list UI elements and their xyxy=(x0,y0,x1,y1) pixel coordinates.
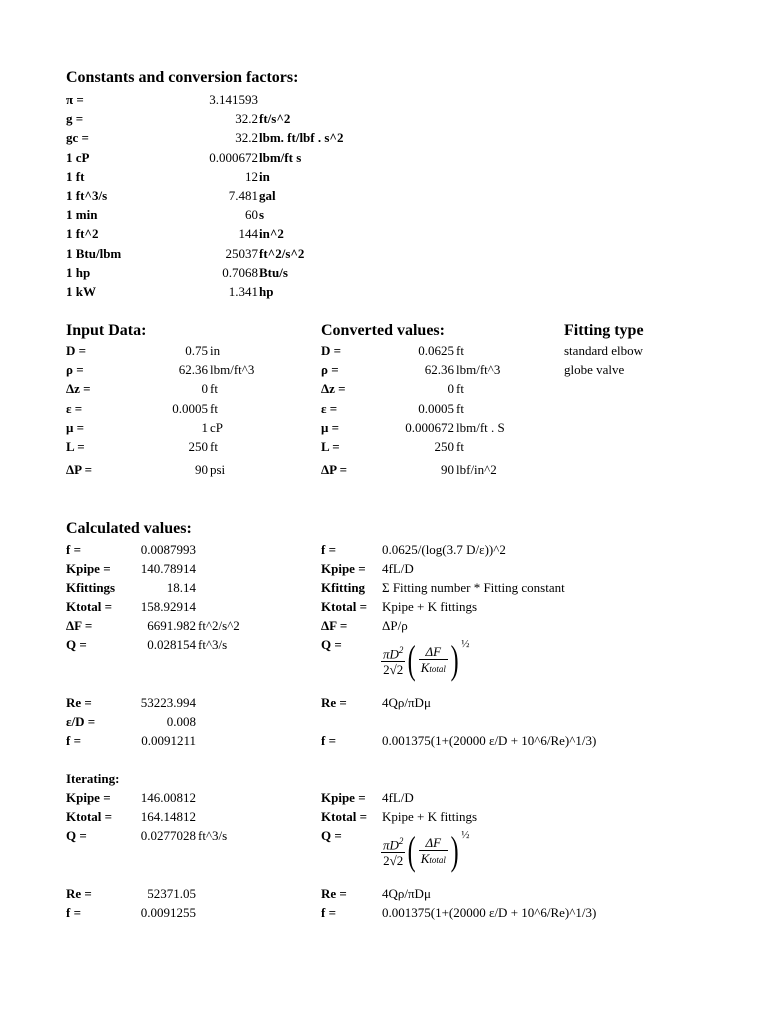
q-num-right: ΔF xyxy=(419,644,448,660)
constant-unit: hp xyxy=(259,284,274,299)
converted-unit: ft xyxy=(456,381,464,397)
constant-value: 25037 xyxy=(225,245,258,261)
constant-label: gc = xyxy=(66,130,89,146)
q-den-left: 2√2 xyxy=(383,853,404,869)
constant-label: 1 hp xyxy=(66,264,91,280)
fitting-item: globe valve xyxy=(564,362,625,378)
input-label: Δz = xyxy=(66,381,91,397)
constant-value: 0.7068 xyxy=(222,264,258,280)
calc-formula-label: Re = xyxy=(321,695,347,710)
constant-value: 144 xyxy=(238,226,258,242)
calc-formula-label: ΔF = xyxy=(321,618,348,633)
input-unit: psi xyxy=(210,462,226,478)
q-exponent: ½ xyxy=(461,637,470,650)
constant-unit: Btu/s xyxy=(259,264,288,280)
constant-label: π = xyxy=(66,92,84,107)
fitting-title: Fitting type xyxy=(564,322,644,339)
iter-label: f = xyxy=(66,905,81,920)
converted-value: 0 xyxy=(447,381,454,397)
input-label: D = xyxy=(66,343,87,358)
calc-formula-text: 0.001375(1+(20000 ε/D + 10^6/Re)^1/3) xyxy=(382,733,597,748)
calc-value: 0.028154 xyxy=(147,637,196,652)
iter-label: Ktotal = xyxy=(66,809,113,824)
iter-value: 146.00812 xyxy=(140,790,196,805)
q-right-paren: ) xyxy=(450,828,459,873)
input-label: ε = xyxy=(66,400,83,416)
input-value: 1 xyxy=(201,419,208,435)
calc-label: Ktotal = xyxy=(66,599,113,614)
iter-formula-label: Ktotal = xyxy=(321,809,368,824)
calc-formula-text: 0.0625/(log(3.7 D/ε))^2 xyxy=(382,542,506,557)
q-left-paren: ( xyxy=(408,828,417,873)
iter-label: Q = xyxy=(66,828,87,843)
constant-value: 60 xyxy=(245,207,258,223)
converted-unit: ft xyxy=(456,439,464,454)
calc-unit: ft^2/s^2 xyxy=(198,618,240,633)
converted-title: Converted values: xyxy=(321,322,445,339)
converted-value: 0.0625 xyxy=(418,343,454,358)
input-value: 0.0005 xyxy=(172,400,208,416)
iter-formula-text: Kpipe + K fittings xyxy=(382,809,478,824)
constant-label: 1 Btu/lbm xyxy=(66,245,122,261)
q-left-fraction xyxy=(381,643,405,677)
q-left-paren: ( xyxy=(408,637,417,682)
input-value: 0 xyxy=(201,381,208,397)
converted-label: μ = xyxy=(321,419,340,435)
q-num-left-exp: 2 xyxy=(398,644,404,655)
input-unit: in xyxy=(210,343,221,358)
constant-unit: in^2 xyxy=(259,226,284,242)
converted-value: 0.0005 xyxy=(418,400,454,416)
constant-unit: ft^2/s^2 xyxy=(259,245,305,261)
constant-label: 1 ft xyxy=(66,168,85,184)
converted-label: D = xyxy=(321,343,342,358)
calc-unit: ft^3/s xyxy=(198,637,228,652)
calc-label: Q = xyxy=(66,637,87,652)
calc-formula-text: Σ Fitting number * Fitting constant xyxy=(382,580,565,595)
q-formula-iterating xyxy=(381,828,470,873)
input-label: μ = xyxy=(66,419,85,435)
constant-value: 1.341 xyxy=(228,284,258,299)
converted-label: ρ = xyxy=(321,362,339,378)
calc-formula-label: Kpipe = xyxy=(321,561,366,576)
input-value: 90 xyxy=(195,462,208,478)
q-num-right: ΔF xyxy=(419,835,448,851)
q-left-fraction xyxy=(381,834,405,868)
calc-label: f = xyxy=(66,733,81,748)
constant-label: g = xyxy=(66,111,84,127)
converted-unit: ft xyxy=(456,400,464,416)
constant-unit: in xyxy=(259,168,270,184)
input-value: 62.36 xyxy=(178,362,208,378)
calc-label: ε/D = xyxy=(66,714,96,729)
calc-value: 6691.982 xyxy=(147,618,196,633)
calc-formula-label: Kfitting xyxy=(321,580,366,595)
iter-formula-text: 4fL/D xyxy=(382,790,414,805)
constant-unit: lbm/ft s xyxy=(259,149,302,165)
iter-label: Kpipe = xyxy=(66,790,111,805)
calc-formula-label: Ktotal = xyxy=(321,599,368,614)
input-label: ΔP = xyxy=(66,462,93,478)
constant-value: 32.2 xyxy=(235,111,258,127)
calc-value: 18.14 xyxy=(166,580,196,595)
constant-label: 1 kW xyxy=(66,284,96,299)
converted-label: ΔP = xyxy=(321,462,348,478)
q-num-left-exp: 2 xyxy=(398,835,404,846)
calc-formula-text: ΔP/ρ xyxy=(382,618,408,633)
calc-formula-text: 4Qρ/πDμ xyxy=(382,695,431,710)
constant-value: 7.481 xyxy=(228,188,258,203)
input-unit: ft xyxy=(210,381,218,397)
calc-value: 53223.994 xyxy=(140,695,196,710)
constant-unit: lbm. ft/lbf . s^2 xyxy=(259,130,344,146)
q-den-right: K xyxy=(420,659,430,675)
q-den-left: 2√2 xyxy=(383,662,404,678)
iter-formula-text: 4Qρ/πDμ xyxy=(382,886,431,901)
q-right-fraction xyxy=(419,644,448,677)
constant-unit: gal xyxy=(259,188,276,203)
converted-value: 62.36 xyxy=(424,362,454,378)
calc-label: Re = xyxy=(66,695,92,710)
q-num-left: πD xyxy=(383,837,399,853)
input-unit: ft xyxy=(210,439,218,454)
calc-formula-text: Kpipe + K fittings xyxy=(382,599,478,614)
constant-unit: s xyxy=(259,207,265,223)
input-label: ρ = xyxy=(66,362,84,378)
input-unit: ft xyxy=(210,400,218,416)
constant-label: 1 ft^2 xyxy=(66,226,99,242)
q-den-right-sub: total xyxy=(429,854,446,865)
q-right-paren: ) xyxy=(450,637,459,682)
iter-value: 0.0277028 xyxy=(140,828,196,843)
calc-value: 158.92914 xyxy=(140,599,196,614)
calc-value: 0.0091211 xyxy=(141,733,196,748)
constant-value: 32.2 xyxy=(235,130,258,146)
converted-unit: lbm/ft . S xyxy=(456,419,505,435)
calc-label: f = xyxy=(66,542,81,557)
iter-formula-text: 0.001375(1+(20000 ε/D + 10^6/Re)^1/3) xyxy=(382,905,597,920)
calculated-title: Calculated values: xyxy=(66,520,192,537)
calc-label: ΔF = xyxy=(66,618,93,633)
constant-label: 1 cP xyxy=(66,149,90,165)
constant-label: 1 min xyxy=(66,207,98,223)
converted-value: 90 xyxy=(441,462,454,478)
converted-unit: ft xyxy=(456,343,464,358)
calc-formula-text: 4fL/D xyxy=(382,561,414,576)
q-formula-calculated xyxy=(381,637,470,682)
constant-value: 0.000672 xyxy=(209,149,258,165)
iter-formula-label: Kpipe = xyxy=(321,790,366,805)
converted-label: Δz = xyxy=(321,381,346,397)
q-den-right-sub: total xyxy=(429,663,446,674)
iterating-title: Iterating: xyxy=(66,771,120,786)
calc-label: Kfittings xyxy=(66,580,116,595)
q-exponent: ½ xyxy=(461,828,470,841)
constant-value: 3.141593 xyxy=(209,92,258,107)
constant-unit: ft/s^2 xyxy=(259,111,291,127)
input-value: 250 xyxy=(188,439,208,454)
converted-label: L = xyxy=(321,439,340,454)
input-unit: lbm/ft^3 xyxy=(210,362,255,378)
iter-formula-label: f = xyxy=(321,905,336,920)
input-unit: cP xyxy=(210,419,223,435)
calc-label: Kpipe = xyxy=(66,561,111,576)
input-value: 0.75 xyxy=(185,343,208,358)
iter-value: 164.14812 xyxy=(140,809,196,824)
converted-value: 250 xyxy=(434,439,454,454)
constants-title: Constants and conversion factors: xyxy=(66,69,299,86)
calc-value: 0.008 xyxy=(166,714,196,729)
converted-unit: lbm/ft^3 xyxy=(456,362,501,378)
calc-value: 140.78914 xyxy=(140,561,196,576)
calc-formula-label: f = xyxy=(321,733,336,748)
q-right-fraction xyxy=(419,835,448,868)
q-num-left: πD xyxy=(383,646,399,662)
converted-label: ε = xyxy=(321,400,338,416)
iter-label: Re = xyxy=(66,886,92,901)
constant-label: 1 ft^3/s xyxy=(66,188,108,203)
calc-formula-label: f = xyxy=(321,542,336,557)
calc-value: 0.0087993 xyxy=(140,542,196,557)
calc-formula-label: Q = xyxy=(321,637,342,652)
q-den-right: K xyxy=(420,850,430,866)
iter-value: 0.0091255 xyxy=(140,905,196,920)
constant-value: 12 xyxy=(245,168,258,184)
input-title: Input Data: xyxy=(66,322,147,339)
iter-formula-label: Q = xyxy=(321,828,342,843)
converted-unit: lbf/in^2 xyxy=(456,462,497,478)
fitting-item: standard elbow xyxy=(564,343,644,358)
iter-unit: ft^3/s xyxy=(198,828,228,843)
converted-value: 0.000672 xyxy=(405,419,454,435)
iter-formula-label: Re = xyxy=(321,886,347,901)
iter-value: 52371.05 xyxy=(147,886,196,901)
input-label: L = xyxy=(66,439,85,454)
